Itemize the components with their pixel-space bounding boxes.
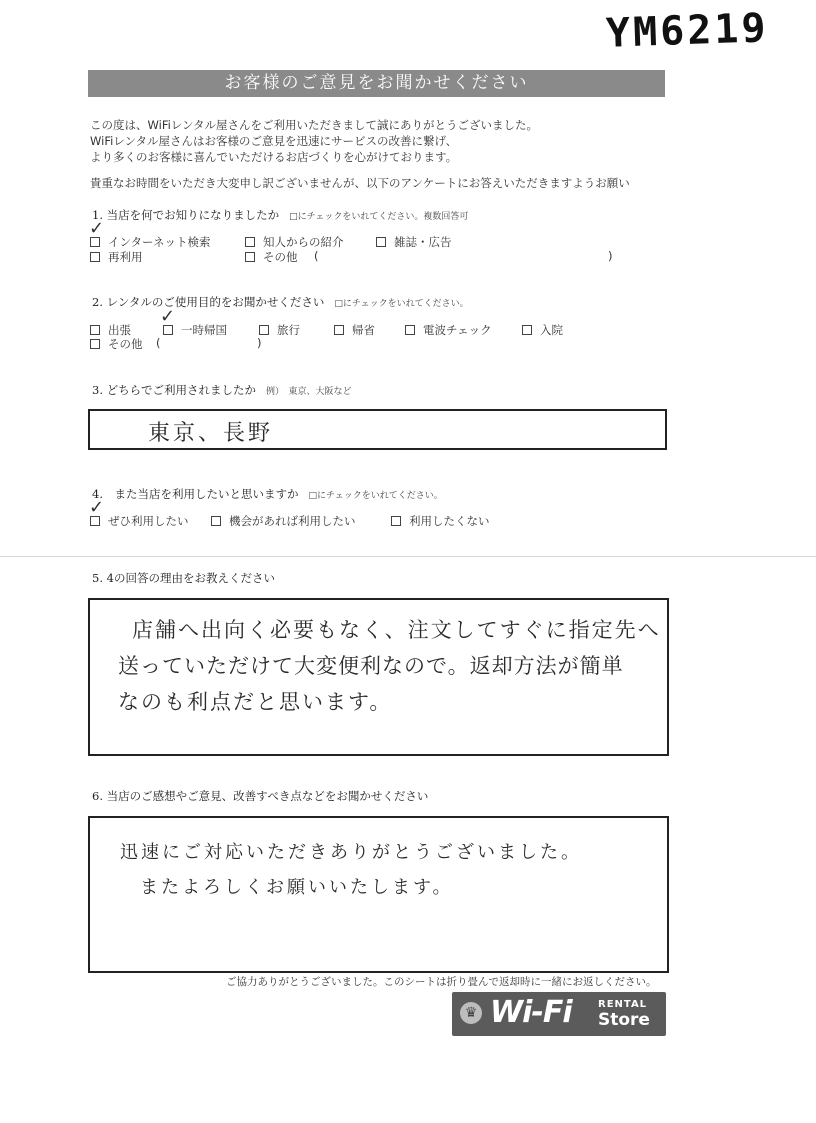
checkbox[interactable] xyxy=(405,325,415,335)
q1-paren-open: ( xyxy=(314,249,319,263)
check-mark-icon: ✓ xyxy=(89,218,105,239)
q2-option-label: 入院 xyxy=(540,323,563,337)
q3-answer-box[interactable] xyxy=(88,409,667,450)
q4-option-if-chance[interactable] xyxy=(211,513,356,529)
check-mark-icon: ✓ xyxy=(89,497,105,518)
q1-option-label: 知人からの紹介 xyxy=(263,235,344,249)
q3-heading xyxy=(92,382,352,398)
wifi-rental-store-logo xyxy=(452,992,666,1036)
checkbox[interactable] xyxy=(90,325,100,335)
q2-heading xyxy=(92,294,469,310)
q2-option-signal-check[interactable] xyxy=(405,322,492,338)
q2-option-label: その他 xyxy=(108,337,143,351)
q2-option-label: 一時帰国 xyxy=(181,323,227,337)
q3-example: 例） 東京、大阪など xyxy=(266,387,352,397)
q4-option-label: 機会があれば利用したい xyxy=(229,514,356,528)
checkbox[interactable] xyxy=(90,252,100,262)
q1-label: 1. 当店を何でお知りになりましたか xyxy=(92,208,280,222)
q4-option-no[interactable] xyxy=(391,513,490,529)
checkbox[interactable] xyxy=(245,252,255,262)
checkbox[interactable] xyxy=(334,325,344,335)
q2-note: □にチェックをいれてください。 xyxy=(334,299,469,309)
checkbox[interactable] xyxy=(211,516,221,526)
checkbox[interactable] xyxy=(259,325,269,335)
q1-option-label: その他 xyxy=(263,250,298,264)
q2-option-label: 出張 xyxy=(108,323,131,337)
checkbox[interactable] xyxy=(376,237,386,247)
q1-option-label: 再利用 xyxy=(108,250,143,264)
logo-wifi-text: Wi-Fi xyxy=(490,995,572,1030)
intro-line-3: より多くのお客様に喜んでいただけるお店づくりを心がけております。 xyxy=(90,150,458,164)
q3-answer: 東京、長野 xyxy=(148,421,274,446)
q2-option-homecoming[interactable] xyxy=(334,322,375,338)
footer-note: ご協力ありがとうございました。このシートは折り畳んで返却時に一緒にお返しください。 xyxy=(226,976,657,988)
q1-heading xyxy=(92,207,468,223)
check-mark-icon: ✓ xyxy=(160,306,176,327)
q2-paren-open: ( xyxy=(156,336,161,350)
crown-mascot-icon: ♛ xyxy=(460,1002,482,1024)
q1-option-other[interactable] xyxy=(245,249,298,265)
q2-option-travel[interactable] xyxy=(259,322,300,338)
q5-label: 5. 4の回答の理由をお教えください xyxy=(92,571,275,585)
q1-option-label: インターネット検索 xyxy=(108,235,211,249)
q4-option-label: 利用したくない xyxy=(409,514,490,528)
checkbox[interactable] xyxy=(245,237,255,247)
q2-label: 2. レンタルのご使用目的をお聞かせください xyxy=(92,295,325,309)
q1-paren-close: ) xyxy=(608,249,613,263)
q5-answer-line-3: なのも利点だと思います。 xyxy=(118,690,393,714)
q2-paren-close: ) xyxy=(257,336,262,350)
q2-option-label: 電波チェック xyxy=(423,323,492,337)
q4-note: □にチェックをいれてください。 xyxy=(308,491,443,501)
intro-line-4: 貴重なお時間をいただき大変申し訳ございませんが、以下のアンケートにお答えいただきますようお願い xyxy=(90,176,630,190)
intro-line-1: この度は、WiFiレンタル屋さんをご利用いただきまして誠にありがとうございました。 xyxy=(90,118,539,132)
q5-answer-line-2: 送っていただけて大変便利なので。返却方法が簡単 xyxy=(118,654,624,678)
q3-label: 3. どちらでご利用されましたか xyxy=(92,383,257,397)
q1-option-label: 雑誌・広告 xyxy=(394,235,452,249)
q2-option-other[interactable] xyxy=(90,336,143,352)
q4-label: 4. また当店を利用したいと思いますか xyxy=(92,487,299,501)
logo-rental-text: RENTAL xyxy=(598,999,648,1010)
q6-answer-box[interactable] xyxy=(88,816,669,973)
q1-option-internet[interactable] xyxy=(90,234,210,250)
q5-answer-box[interactable] xyxy=(88,598,669,756)
q4-heading xyxy=(92,486,443,502)
q2-option-label: 帰省 xyxy=(352,323,375,337)
q5-answer-line-1: 店舗へ出向く必要もなく、注文してすぐに指定先へ xyxy=(132,618,661,642)
q6-answer-line-2: またよろしくお願いいたします。 xyxy=(140,877,454,898)
q1-option-reuse[interactable] xyxy=(90,249,143,265)
q1-option-magazine[interactable] xyxy=(376,234,452,250)
q6-answer-line-1: 迅速にご対応いただきありがとうございました。 xyxy=(120,842,582,863)
q4-option-definitely[interactable] xyxy=(90,513,189,529)
page-title: お客様のご意見をお聞かせください xyxy=(88,70,665,97)
document-id: YM6219 xyxy=(605,5,770,57)
intro-line-2: WiFiレンタル屋さんはお客様のご意見を迅速にサービスの改善に繋げ、 xyxy=(90,134,458,148)
checkbox[interactable] xyxy=(90,339,100,349)
q2-option-hospital[interactable] xyxy=(522,322,563,338)
q4-option-label: ぜひ利用したい xyxy=(108,514,189,528)
checkbox[interactable] xyxy=(391,516,401,526)
logo-store-text: Store xyxy=(598,1010,650,1030)
fold-line xyxy=(0,556,816,557)
q1-option-friend[interactable] xyxy=(245,234,344,250)
checkbox[interactable] xyxy=(522,325,532,335)
q2-option-label: 旅行 xyxy=(277,323,300,337)
q6-label: 6. 当店のご感想やご意見、改善すべき点などをお聞かせください xyxy=(92,789,429,803)
q1-note: □にチェックをいれてください。複数回答可 xyxy=(289,212,469,222)
